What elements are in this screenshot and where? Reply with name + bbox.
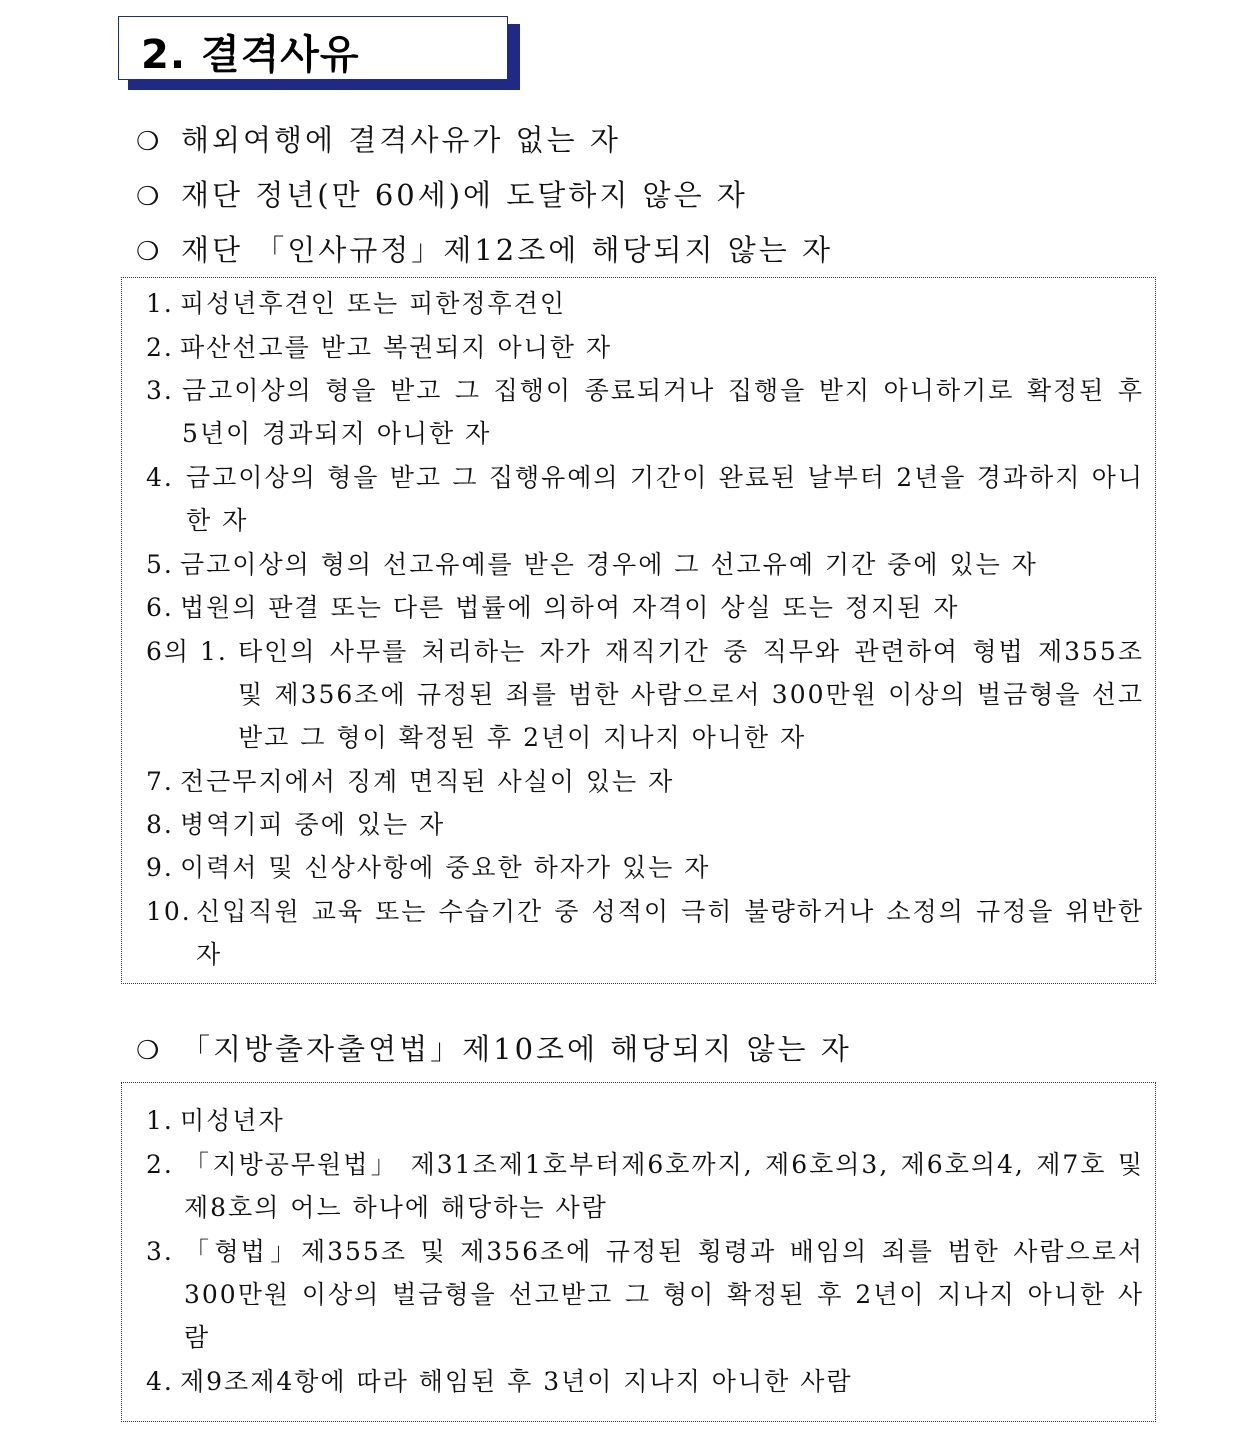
- title-box: [118, 16, 508, 80]
- item-text: 미성년자: [180, 1106, 285, 1135]
- item-number: 5.: [146, 550, 174, 579]
- list-item: [146, 543, 1144, 586]
- list-item: [146, 890, 1144, 976]
- list-item: [146, 1099, 1144, 1142]
- item-text: 법원의 판결 또는 다른 법률에 의하여 자격이 상실 또는 정지된 자: [180, 593, 960, 622]
- item-text: 전근무지에서 징계 면직된 사실이 있는 자: [180, 767, 675, 796]
- item-number: 1.: [146, 1106, 174, 1135]
- list-item: [146, 760, 1144, 803]
- item-text: 이력서 및 신상사항에 중요한 하자가 있는 자: [180, 853, 711, 882]
- item-number: 2.: [146, 333, 174, 362]
- item-number: 3.: [146, 376, 174, 405]
- item-number: 9.: [146, 853, 174, 882]
- item-text: 파산선고를 받고 복권되지 아니한 자: [180, 333, 613, 362]
- circle-bullet-icon: ❍: [136, 182, 163, 212]
- circle-bullet-icon: ❍: [136, 1036, 163, 1066]
- item-text: 금고이상의 형을 받고 그 집행유예의 기간이 완료된 날부터 2년을 경과하지 아니한 자: [186, 463, 1144, 535]
- list-item: [146, 456, 1144, 542]
- bullet-retirement-age: [136, 173, 748, 214]
- item-text: 신입직원 교육 또는 수습기간 중 성적이 극히 불량하거나 소정의 규정을 위반한 자: [196, 897, 1144, 969]
- item-number: 8.: [146, 810, 174, 839]
- list-item: [146, 1230, 1144, 1359]
- item-text: 제9조제4항에 따라 해임된 후 3년이 지나지 아니한 사람: [180, 1367, 853, 1396]
- circle-bullet-icon: ❍: [136, 127, 163, 157]
- item-number: 6의 1.: [146, 637, 228, 666]
- bullet-overseas-travel: [136, 118, 621, 159]
- item-text: 병역기피 중에 있는 자: [180, 810, 446, 839]
- bullet-text: 「지방출자출연법」제10조에 해당되지 않는 자: [181, 1032, 852, 1066]
- item-text: 「지방공무원법」 제31조제1호부터제6호까지, 제6호의3, 제6호의4, 제7호 및 제8호의 어느 하나에 해당하는 사람: [184, 1150, 1144, 1222]
- list-item: [146, 630, 1144, 759]
- item-number: 1.: [146, 289, 174, 318]
- bullet-text: 재단 정년(만 60세)에 도달하지 않은 자: [181, 178, 748, 212]
- list-item: [146, 282, 1144, 325]
- item-number: 7.: [146, 767, 174, 796]
- item-text: 금고이상의 형의 선고유예를 받은 경우에 그 선고유예 기간 중에 있는 자: [180, 550, 1038, 579]
- list-item: [146, 803, 1144, 846]
- item-number: 6.: [146, 593, 174, 622]
- bullet-personnel-rules: [136, 228, 833, 269]
- list-item: [146, 586, 1144, 629]
- bullet-local-act: [136, 1027, 852, 1068]
- item-text: 「형법」제355조 및 제356조에 규정된 횡령과 배임의 죄를 범한 사람으로서 300만원 이상의 벌금형을 선고받고 그 형이 확정된 후 2년이 지나지 아니한 사람: [184, 1237, 1144, 1352]
- list-item: [146, 1143, 1144, 1229]
- circle-bullet-icon: ❍: [136, 237, 163, 267]
- item-number: 3.: [146, 1237, 174, 1266]
- item-text: 피성년후견인 또는 피한정후견인: [180, 289, 566, 318]
- item-text: 금고이상의 형을 받고 그 집행이 종료되거나 집행을 받지 아니하기로 확정된 후 5년이 경과되지 아니한 자: [182, 376, 1144, 448]
- list-item: [146, 369, 1144, 455]
- item-text: 타인의 사무를 처리하는 자가 재직기간 중 직무와 관련하여 형법 제355조 및 제356조에 규정된 죄를 범한 사람으로서 300만원 이상의 벌금형을 선고받고 그 형이 확정된 후 2년이 지나지 아니한 자: [238, 637, 1144, 752]
- item-number: 4.: [146, 1367, 174, 1396]
- section-title: 2. 결격사유: [141, 32, 360, 78]
- list-item: [146, 326, 1144, 369]
- bullet-text: 해외여행에 결격사유가 없는 자: [181, 123, 621, 157]
- item-number: 10.: [146, 897, 192, 926]
- item-number: 4.: [146, 463, 174, 492]
- list-item: [146, 1360, 1144, 1403]
- section-title-block: [118, 16, 510, 82]
- list-item: [146, 846, 1144, 889]
- bullet-text: 재단 「인사규정」제12조에 해당되지 않는 자: [181, 233, 833, 267]
- item-number: 2.: [146, 1150, 174, 1179]
